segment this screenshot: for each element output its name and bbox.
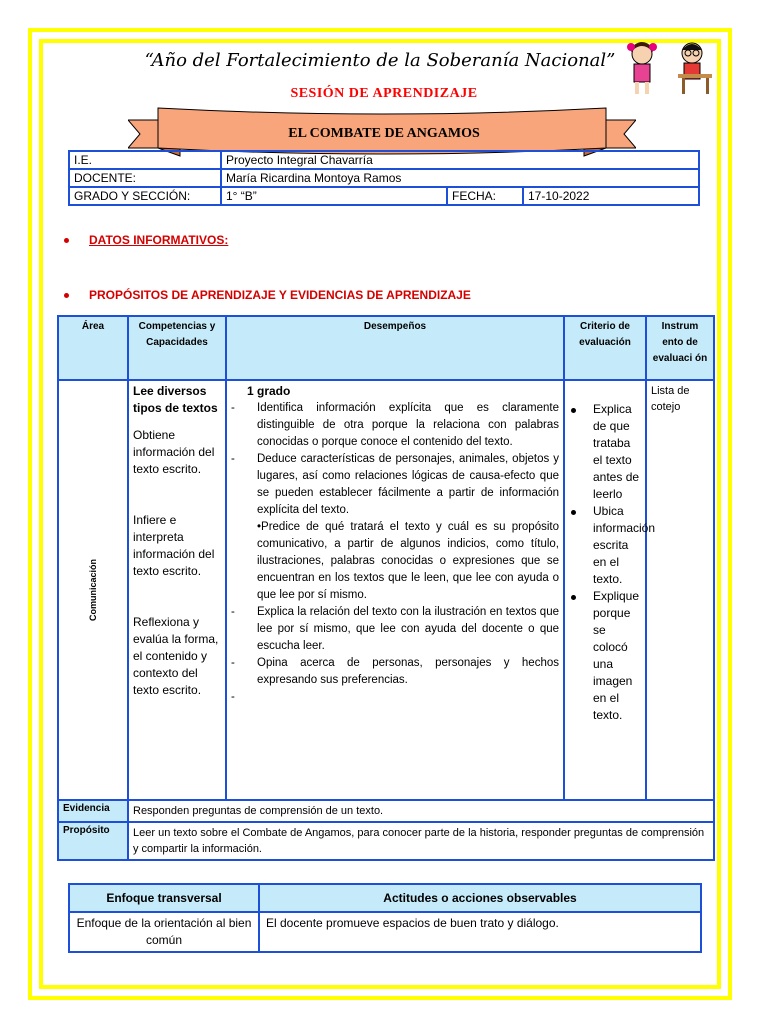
section-propositos	[64, 288, 471, 302]
desempeno-item: - Identifica información explícita que es claramente distinguible de otra porque la relaciona con palabras conocidas o porque conoce el contenido del texto.	[231, 402, 559, 448]
docente-value: María Ricardina Montoya Ramos	[221, 169, 699, 187]
proposito-label: Propósito	[58, 822, 128, 860]
capacidad-item: Obtiene información del texto escrito.	[133, 428, 215, 476]
info-row-grado	[69, 187, 699, 205]
proposito-value: Leer un texto sobre el Combate de Angamos, para conocer parte de la historia, responder preguntas de comprensión y compartir la información.	[128, 822, 714, 860]
header-instrumento: Instrum ento de evaluaci ón	[646, 316, 714, 380]
capacidad-item: Reflexiona y evalúa la forma, el contenido y contexto del texto escrito.	[133, 615, 219, 697]
ie-label: I.E.	[69, 151, 221, 169]
header-competencias: Competencias y Capacidades	[128, 316, 226, 380]
enfoque-header-left: Enfoque transversal	[69, 884, 259, 912]
info-table	[68, 150, 700, 206]
bullet-icon	[64, 293, 69, 298]
enfoque-row-left: Enfoque de la orientación al bien común	[69, 912, 259, 952]
bullet-icon	[64, 238, 69, 243]
grado-value: 1° “B”	[221, 187, 447, 205]
desempeno-item: - Opina acerca de personas, personajes y hechos expresando sus preferencias.	[231, 657, 559, 686]
competencias-cell	[128, 380, 226, 800]
lesson-title: EL COMBATE DE ANGAMOS	[288, 126, 480, 141]
proposito-row	[58, 822, 714, 860]
year-title: “Año del Fortalecimiento de la Soberanía Nacional”	[144, 50, 616, 71]
area-cell	[58, 380, 128, 800]
evidencia-row	[58, 800, 714, 822]
enfoque-table	[68, 883, 702, 953]
enfoque-row	[69, 912, 701, 952]
section-propositos-label: PROPÓSITOS DE APRENDIZAJE Y EVIDENCIAS DE APRENDIZAJE	[89, 288, 471, 302]
criterio-cell	[564, 380, 656, 800]
children-illustration	[622, 40, 718, 96]
ie-value: Proyecto Integral Chavarría	[221, 151, 699, 169]
evidencia-label: Evidencia	[58, 800, 128, 822]
criterio-item: Explica de que trataba el texto antes de leerlo	[569, 401, 641, 503]
learning-table-row	[58, 380, 714, 800]
desempeno-item: - Deduce características de personajes, animales, objetos y lugares, así como relaciones lógicas de causa-efecto que se pueden establecer fácilmente a partir de información explícita del texto.	[231, 453, 559, 516]
info-row-ie	[69, 151, 699, 169]
boy-figure-icon	[678, 43, 712, 94]
docente-label: DOCENTE:	[69, 169, 221, 187]
criterio-item: Ubica información escrita en el texto.	[569, 503, 641, 588]
instrumento-cell	[646, 380, 714, 800]
learning-table-header	[58, 316, 714, 380]
desempeno-item: - Explica la relación del texto con la ilustración en textos que lee por sí mismo, que lee con ayuda del docente o que escucha leer.	[231, 606, 559, 652]
competencia-title: Lee diversos tipos de textos	[133, 384, 218, 415]
enfoque-header-right: Actitudes o acciones observables	[259, 884, 701, 912]
enfoque-row-right: El docente promueve espacios de buen trato y diálogo.	[259, 912, 701, 952]
section-datos-label: DATOS INFORMATIVOS:	[89, 233, 229, 247]
header-criterio: Criterio de evaluación	[564, 316, 646, 380]
info-row-docente	[69, 169, 699, 187]
fecha-label: FECHA:	[447, 187, 523, 205]
session-title: SESIÓN DE APRENDIZAJE	[290, 86, 478, 101]
learning-table	[57, 315, 715, 861]
header-desempenos: Desempeños	[226, 316, 564, 380]
fecha-value: 17-10-2022	[523, 187, 699, 205]
section-datos-informativos	[64, 233, 228, 247]
grade-label: 1 grado	[247, 384, 291, 398]
desempeno-item: •Predice de qué tratará el texto y cuál es su propósito comunicativo, a partir de algunos indicios, como título, ilustraciones, palabras conocidas o expresiones que se encuentran en los textos que le leen, que lee con ayuda o que lee por sí mismo.	[257, 521, 559, 601]
grado-label: GRADO Y SECCIÓN:	[69, 187, 221, 205]
area-label: Comunicación	[88, 558, 98, 622]
enfoque-header	[69, 884, 701, 912]
capacidad-item: Infiere e interpreta información del texto escrito.	[133, 513, 215, 578]
girl-figure-icon	[627, 42, 657, 94]
evidencia-value: Responden preguntas de comprensión de un texto.	[128, 800, 714, 822]
instrumento-value: Lista de cotejo	[651, 385, 690, 413]
criterio-item: Explique porque se colocó una imagen en el texto.	[569, 588, 641, 724]
header-area: Área	[58, 316, 128, 380]
desempenos-cell: 1 grado - Identifica información explícita que es claramente distinguible de otra porque la relaciona con palabras conocidas o porque conoce el contenido del texto. - Deduce características de personajes, animales, objetos y lugares, así como relaciones lógicas de causa-efecto que se pueden establecer fácilmente a partir de información explícita del texto. •Predice de qué tratará el texto y cuál es su propósito comunicativo, a partir de algunos indicios, como título, ilustraciones, palabras conocidas o expresiones que se encuentran en los textos que le leen, que lee con ayuda o que lee por sí mismo. - Explica la relación del texto con la ilustración en textos que lee por sí mismo, que lee con ayuda del docente o que escucha leer. - Opina acerca de personas, personajes y hechos expresando sus preferencias. -	[226, 380, 564, 800]
